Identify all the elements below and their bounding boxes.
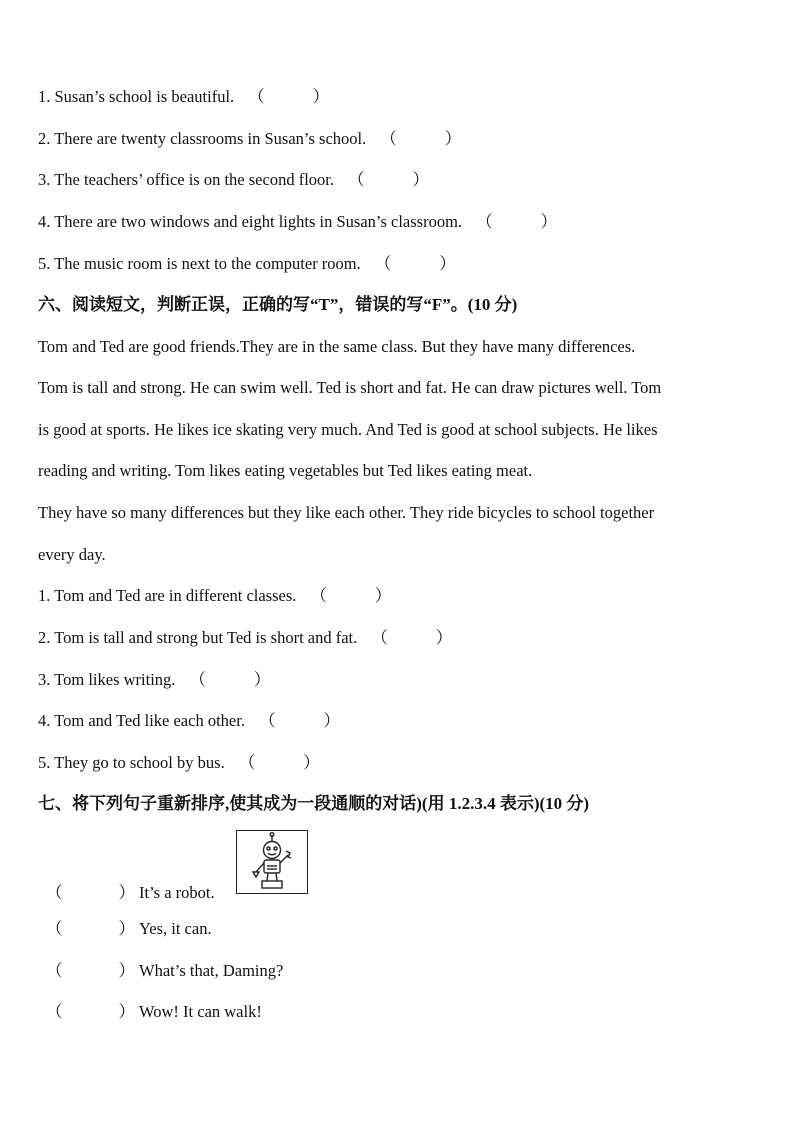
dialog-line: What’s that, Daming?: [139, 961, 284, 980]
tf-item: 2. Tom is tall and strong but Ted is short and fat. （ ）: [38, 628, 453, 647]
passage-line: They have so many differences but they like each other. They ride bicycles to school together: [38, 503, 655, 522]
robot-icon: [236, 830, 308, 894]
order-blank[interactable]: （ ）: [46, 1002, 135, 1021]
tf-item: 1. Tom and Ted are in different classes. （ ）: [38, 586, 392, 605]
tf-item: 5. They go to school by bus. （ ）: [38, 753, 320, 772]
tf-item: 4. There are two windows and eight lights in Susan’s classroom. （ ）: [38, 212, 558, 231]
answer-blank[interactable]: （ ）: [238, 753, 320, 772]
section-heading: 六、阅读短文，判断正误，正确的写“T”，错误的写“F”。(10 分): [38, 295, 518, 314]
passage-line: Tom is tall and strong. He can swim well. Ted is short and fat. He can draw pictures well. Tom: [38, 378, 662, 397]
order-blank[interactable]: （ ）: [46, 883, 135, 902]
order-blank[interactable]: （ ）: [46, 961, 135, 980]
passage-line: reading and writing. Tom likes eating vegetables but Ted likes eating meat.: [38, 461, 533, 480]
answer-blank[interactable]: （ ）: [189, 670, 271, 689]
passage-line: is good at sports. He likes ice skating very much. And Ted is good at school subjects. He likes: [38, 420, 658, 439]
answer-blank[interactable]: （ ）: [310, 586, 392, 605]
answer-blank[interactable]: （ ）: [374, 254, 456, 273]
dialog-line: It’s a robot.: [139, 883, 215, 902]
passage-line: every day.: [38, 545, 106, 564]
answer-blank[interactable]: （ ）: [371, 628, 453, 647]
dialog-line: Wow! It can walk!: [139, 1002, 262, 1021]
answer-blank[interactable]: （ ）: [380, 129, 462, 148]
dialog-line: Yes, it can.: [139, 919, 212, 938]
tf-item: 3. Tom likes writing. （ ）: [38, 670, 271, 689]
tf-item: 3. The teachers’ office is on the second floor. （ ）: [38, 170, 429, 189]
answer-blank[interactable]: （ ）: [258, 711, 340, 730]
passage-line: Tom and Ted are good friends.They are in the same class. But they have many differences.: [38, 337, 636, 356]
tf-item: 5. The music room is next to the computer room. （ ）: [38, 254, 456, 273]
answer-blank[interactable]: （ ）: [248, 87, 330, 106]
tf-item: 1. Susan’s school is beautiful. （ ）: [38, 87, 330, 106]
section-heading: 七、将下列句子重新排序,使其成为一段通顺的对话)(用 1.2.3.4 表示)(10 分): [38, 794, 590, 813]
tf-item: 4. Tom and Ted like each other. （ ）: [38, 711, 340, 730]
order-blank[interactable]: （ ）: [46, 919, 135, 938]
tf-item: 2. There are twenty classrooms in Susan’s school. （ ）: [38, 129, 462, 148]
answer-blank[interactable]: （ ）: [348, 170, 429, 189]
answer-blank[interactable]: （ ）: [476, 212, 558, 231]
robot-drawing: [237, 831, 307, 893]
